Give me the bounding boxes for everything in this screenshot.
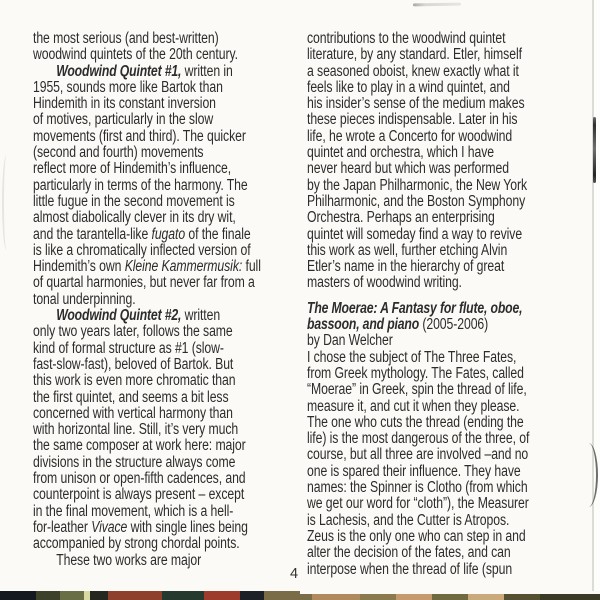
- photo-strip-segment: [60, 591, 84, 600]
- text-line: from Greek mythology. The Fates, called: [307, 364, 524, 382]
- text-line: kind of formal structure as #1 (slow-: [33, 339, 224, 357]
- text-line: “Moerae” in Greek, spin the thread of life,: [307, 381, 527, 399]
- text-line: Orchestra. Perhaps an enterprising: [307, 209, 495, 227]
- text-line: Hindemith’s own Kleine Kammermusik: full: [33, 258, 261, 276]
- text-line: a seasoned oboist, knew exactly what it: [307, 62, 519, 80]
- text-line: particularly in terms of the harmony. The: [33, 176, 248, 194]
- text-line: for-leather Vivace with single lines being: [33, 518, 248, 536]
- text-line: Philharmonic, and the Boston Symphony: [307, 192, 526, 210]
- text-line: the first quintet, and seems a bit less: [33, 388, 229, 406]
- text-line: alter the decision of the fates, and can: [307, 544, 511, 562]
- text-line: fast-slow-fast), beloved of Bartok. But: [33, 355, 234, 373]
- text-line: These two works are major: [56, 551, 202, 569]
- photo-strip-segment: [162, 591, 204, 600]
- text-line: movements (first and third). The quicker: [33, 127, 246, 145]
- text-line: these pieces indispensable. Later in his: [307, 111, 518, 129]
- text-line: The Moerae: A Fantasy for flute, oboe,: [307, 299, 523, 317]
- text-line: we get our word for “cloth”), the Measurer: [307, 495, 529, 513]
- photo-strip-segment: [0, 591, 36, 600]
- text-line: I chose the subject of The Three Fates,: [307, 348, 517, 366]
- text-line: by Dan Welcher: [307, 332, 393, 350]
- text-line: Woodwind Quintet #1, written in: [56, 62, 233, 80]
- text-line: measure it, and cut it when they please.: [307, 397, 520, 415]
- text-line: interpose when the thread of life (spun: [307, 560, 513, 578]
- text-line: by the Japan Philharmonic, the New York: [307, 176, 528, 194]
- text-line: in the final movement, which is a hell-: [33, 502, 234, 520]
- text-line: is like a chromatically inflected version of: [33, 241, 251, 259]
- text-line: counterpoint is always present – except: [33, 486, 245, 504]
- text-line: contributions to the woodwind quintet: [307, 30, 506, 47]
- photo-strip-edge: [300, 591, 600, 594]
- text-line: Etler’s name in the hierarchy of great: [307, 258, 505, 276]
- text-line: course, but all three are involved –and no: [307, 446, 529, 464]
- text-line: life, he wrote a Concerto for woodwind: [307, 127, 513, 145]
- text-line: his insider’s sense of the medium makes: [307, 95, 525, 113]
- photo-strip-segment: [108, 591, 162, 600]
- text-line: accompanied by strong chordal points.: [33, 535, 240, 553]
- text-line: masters of woodwind writing.: [307, 274, 462, 292]
- text-line: divisions in the structure always come: [33, 453, 236, 471]
- text-line: of motives, particularly in the slow: [33, 111, 214, 129]
- text-line: life) is the most dangerous of the three, of: [307, 430, 530, 448]
- text-line: woodwind quintets of the 20th century.: [33, 46, 238, 64]
- text-line: this work is even more chromatic than: [33, 372, 236, 390]
- text-line: almost diabolically clever in its dry wit,: [33, 209, 236, 227]
- scan-smudge-artifact: [413, 3, 461, 7]
- text-line: of quartal harmonies, but never far from a: [33, 274, 255, 292]
- text-line: is Lachesis, and the Cutter is Atropos.: [307, 511, 510, 529]
- photo-strip-segment: [90, 591, 108, 600]
- text-line: the same composer at work here: major: [33, 437, 246, 455]
- text-line: little fugue in the second movement is: [33, 192, 235, 210]
- text-line: only two years later, follows the same: [33, 323, 233, 341]
- text-line: and the tarantella-like fugato of the finale: [33, 225, 251, 243]
- text-line: (second and fourth) movements: [33, 144, 204, 162]
- text-line: 1955, sounds more like Bartok than: [33, 78, 223, 96]
- text-line: this work as well, further etching Alvin: [307, 241, 508, 259]
- page-number: 4: [289, 566, 299, 582]
- text-line: literature, by any standard. Etler, himself: [307, 46, 522, 64]
- photo-strip-segment: [240, 591, 264, 600]
- text-line: Zeus is the only one who can step in and: [307, 527, 526, 545]
- scan-curl-artifact: [2, 155, 11, 250]
- text-line: concerned with vertical harmony than: [33, 404, 233, 422]
- staple-mark-top: [593, 117, 596, 183]
- page-edge-margin: [594, 0, 600, 591]
- text-line: one is spared their influence. They have: [307, 462, 521, 480]
- text-line: Woodwind Quintet #2, written: [56, 307, 221, 325]
- text-line: the most serious (and best-written): [33, 30, 219, 47]
- photo-strip-segment: [204, 591, 240, 600]
- photo-strip-segment: [36, 591, 60, 600]
- text-line: reflect more of Hindemith’s influence,: [33, 160, 232, 178]
- text-line: never heard but which was performed: [307, 160, 509, 178]
- text-line: feels like to play in a wind quintet, and: [307, 78, 510, 96]
- text-column-left: [33, 31, 286, 569]
- text-line: from unison or open-fifth cadences, and: [33, 470, 246, 488]
- text-line: quintet will someday find a way to revive: [307, 225, 523, 243]
- text-column-right: [307, 31, 566, 578]
- text-line: The one who cuts the thread (ending the: [307, 413, 524, 431]
- text-line: with horizontal line. Still, it’s very much: [33, 421, 239, 439]
- text-line: bassoon, and piano (2005-2006): [307, 316, 489, 334]
- text-line: Hindemith in its constant inversion: [33, 95, 216, 113]
- text-line: names: the Spinner is Clotho (from which: [307, 479, 528, 497]
- text-line: tonal underpinning.: [33, 290, 136, 308]
- text-line: quintet and orchestra, which I have: [307, 144, 494, 162]
